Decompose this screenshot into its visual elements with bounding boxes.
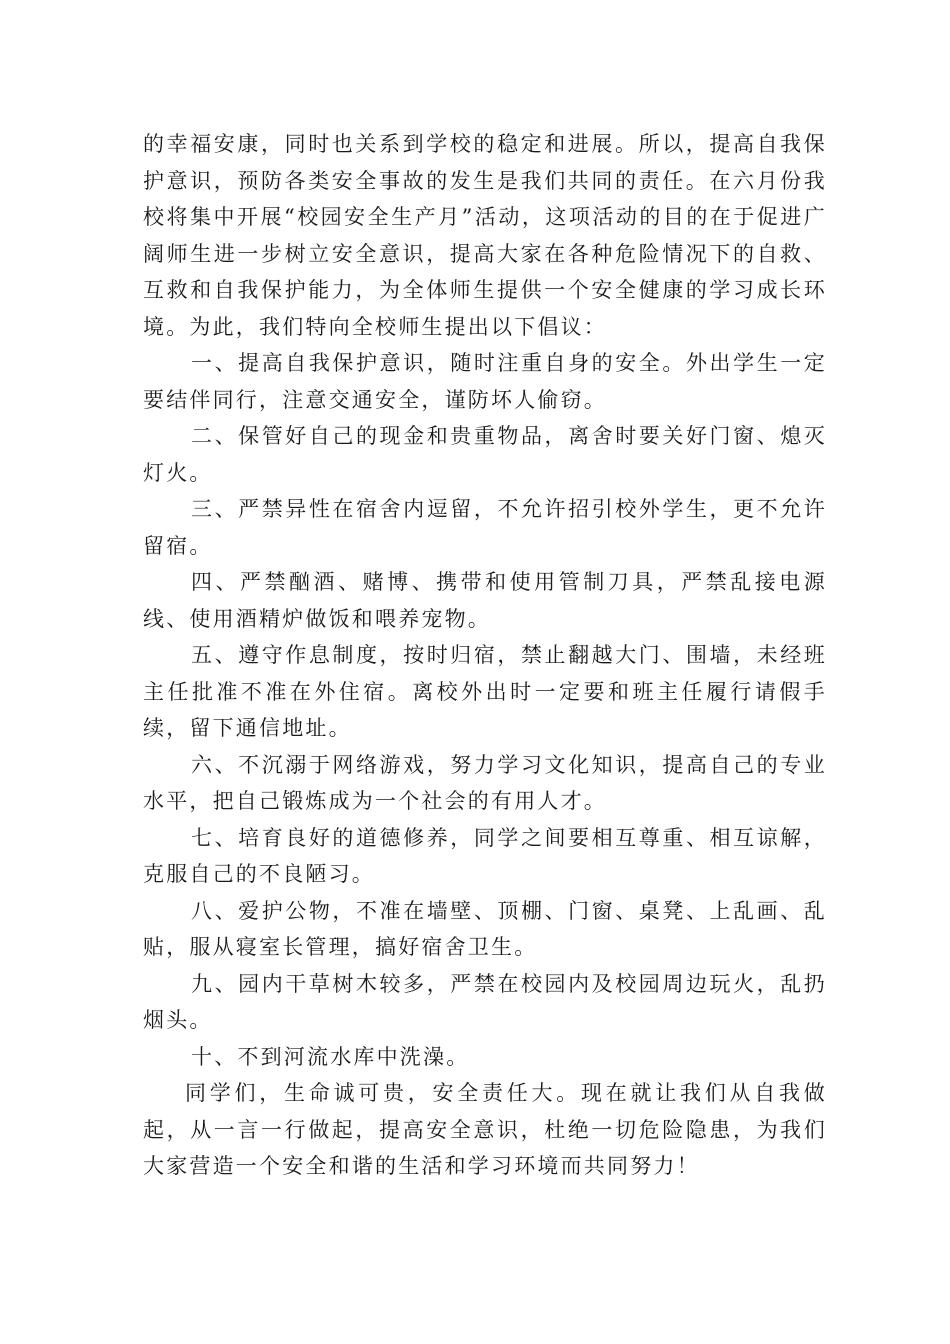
paragraph-item-3: 三、严禁异性在宿舍内逗留，不允许招引校外学生，更不允许留宿。 — [143, 497, 827, 558]
paragraph-item-7: 七、培育良好的道德修养，同学之间要相互尊重、相互谅解，克服自己的不良陋习。 — [143, 825, 827, 886]
document-body — [143, 126, 827, 1185]
paragraph-item-5: 五、遵守作息制度，按时归宿，禁止翻越大门、围墙，未经班主任批准不准在外住宿。离校外出时一定要和班主任履行请假手续，留下通信地址。 — [143, 643, 827, 740]
paragraph-closing: 同学们，生命诚可贵，安全责任大。现在就让我们从自我做起，从一言一行做起，提高安全意识，杜绝一切危险隐患，为我们大家营造一个安全和谐的生活和学习环境而共同努力！ — [143, 1081, 827, 1178]
paragraph-intro-continued: 的幸福安康，同时也关系到学校的稳定和进展。所以，提高自我保护意识，预防各类安全事故的发生是我们共同的责任。在六月份我校将集中开展“校园安全生产月”活动，这项活动的目的在于促进广阔师生进一步树立安全意识，提高大家在各种危险情况下的自救、互救和自我保护能力，为全体师生提供一个安全健康的学习成长环境。为此，我们特向全校师生提出以下倡议： — [143, 132, 827, 339]
paragraph-item-8: 八、爱护公物，不准在墙壁、顶棚、门窗、桌凳、上乱画、乱贴，服从寝室长管理，搞好宿舍卫生。 — [143, 898, 827, 959]
paragraph-item-1: 一、提高自我保护意识，随时注重自身的安全。外出学生一定要结伴同行，注意交通安全，谨防坏人偷窃。 — [143, 351, 827, 412]
paragraph-item-6: 六、不沉溺于网络游戏，努力学习文化知识，提高自己的专业水平，把自己锻炼成为一个社会的有用人才。 — [143, 752, 827, 813]
paragraph-item-10: 十、不到河流水库中洗澡。 — [191, 1044, 470, 1069]
paragraph-item-4: 四、严禁酗酒、赌博、携带和使用管制刀具，严禁乱接电源线、使用酒精炉做饭和喂养宠物。 — [143, 570, 827, 631]
paragraph-item-2: 二、保管好自己的现金和贵重物品，离舍时要关好门窗、熄灭灯火。 — [143, 424, 827, 485]
paragraph-item-9: 九、园内干草树木较多，严禁在校园内及校园周边玩火，乱扔烟头。 — [143, 971, 827, 1032]
